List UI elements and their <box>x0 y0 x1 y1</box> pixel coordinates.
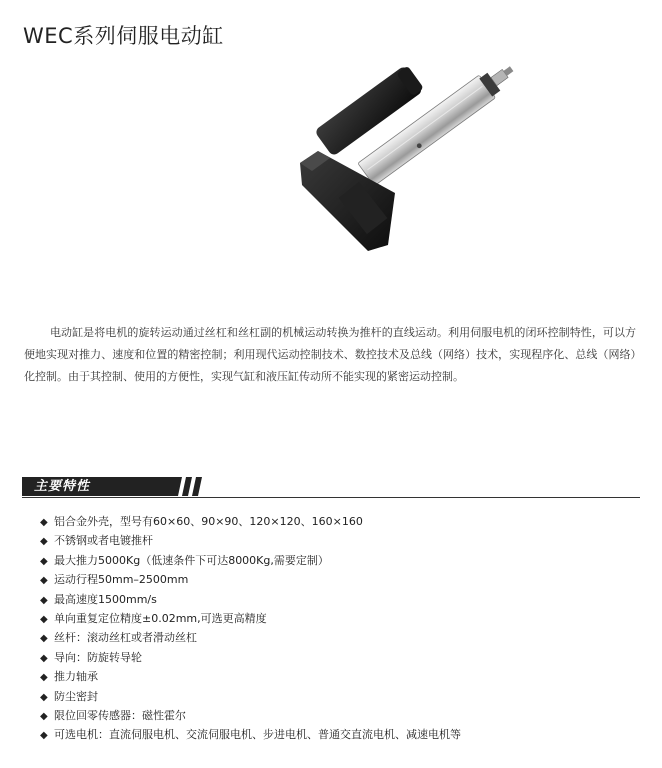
diamond-bullet-icon: ◆ <box>40 594 48 606</box>
diamond-bullet-icon: ◆ <box>40 517 48 528</box>
feature-list <box>40 512 461 745</box>
list-item: ◆ 单向重复定位精度±0.02mm,可选更高精度 <box>40 609 461 628</box>
list-item: ◆ 铝合金外壳，型号有60×60、90×90、120×120、160×160 <box>40 512 461 531</box>
page-title: WEC系列伺服电动缸 <box>23 24 224 48</box>
section-title: 主要特性 <box>34 479 91 494</box>
list-item: ◆ 可选电机：直流伺服电机、交流伺服电机、步进电机、普通交直流电机、减速电机等 <box>40 725 461 744</box>
electric-cylinder-image <box>290 55 540 255</box>
list-item: ◆ 推力轴承 <box>40 667 461 686</box>
diamond-bullet-icon: ◆ <box>40 730 48 742</box>
description-paragraph: 电动缸是将电机的旋转运动通过丝杠和丝杠副的机械运动转换为推杆的直线运动。利用伺服电机的闭环控制特性，可以方便地实现对推力、速度和位置的精密控制；利用现代运动控制技术、数控技术及总线（网络）技术，实现程序化、总线（网络）化控制。由于其控制、使用的方便性，实现气缸和液压缸传动所不能实现的紧密运动控制。 <box>24 326 636 383</box>
list-item: ◆ 最高速度1500mm/s <box>40 590 461 609</box>
diamond-bullet-icon: ◆ <box>40 633 48 645</box>
list-item: ◆ 导向：防旋转导轮 <box>40 648 461 667</box>
section-divider <box>22 497 640 498</box>
diamond-bullet-icon: ◆ <box>40 672 48 684</box>
list-item: ◆ 丝杆：滚动丝杠或者滑动丝杠 <box>40 628 461 647</box>
list-item: ◆ 最大推力5000Kg（低速条件下可达8000Kg,需要定制） <box>40 551 461 570</box>
diamond-bullet-icon: ◆ <box>40 710 48 722</box>
diamond-bullet-icon: ◆ <box>40 575 48 587</box>
list-item: ◆ 限位回零传感器：磁性霍尔 <box>40 706 461 725</box>
diamond-bullet-icon: ◆ <box>40 613 48 625</box>
list-item: ◆ 防尘密封 <box>40 687 461 706</box>
diamond-bullet-icon: ◆ <box>40 555 48 567</box>
list-item: ◆ 运动行程50mm–2500mm <box>40 570 461 589</box>
list-item: ◆ 不锈钢或者电镀推杆 <box>40 531 461 550</box>
diamond-bullet-icon: ◆ <box>40 652 48 664</box>
diamond-bullet-icon: ◆ <box>40 536 48 548</box>
diamond-bullet-icon: ◆ <box>40 691 48 703</box>
